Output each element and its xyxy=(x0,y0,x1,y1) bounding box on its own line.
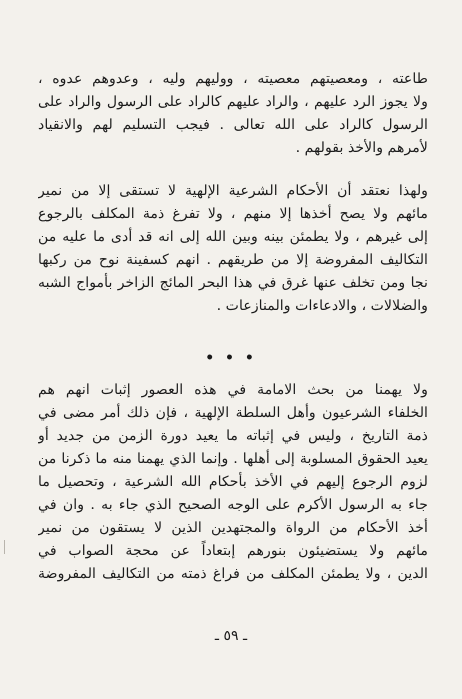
text-line: لأمرهم والأخذ بقولهم . xyxy=(295,140,428,156)
text-line: الدين ، ولا يطمئن المكلف من فراغ ذمته من التكاليف المفروضة xyxy=(38,566,428,582)
text-line: ولهذا نعتقد أن الأحكام الشرعية الإلهية لا تستقى إلا من نمير xyxy=(38,183,428,199)
text-line: ذمة التاريخ ، وليس في إثباته ما يعيد دورة الزمن من جديد أو xyxy=(38,428,428,444)
text-line: ولا يهمنا من بحث الامامة في هذه العصور إثبات انهم هم xyxy=(38,382,428,398)
text-line: مائهم ولا يستضيئون بنورهم إبتعاداً عن محجة الصواب في xyxy=(38,543,428,559)
text-line: أخذ الأحكام من الرواة والمجتهدين الذين لا يستقون من نمير xyxy=(38,520,428,536)
text-line: إلى غيرهم ، ولا يطمئن بينه وبين الله إلى انه قد أدى ما عليه من xyxy=(38,229,428,245)
text-line: الخلفاء الشرعيون وأهل السلطة الإلهية ، فإن ذلك أمر مضى في xyxy=(38,405,428,421)
text-line: ولا يجوز الرد عليهم ، والراد عليهم كالراد على الرسول والراد على xyxy=(38,94,428,110)
paragraph-1 xyxy=(38,68,428,160)
text-line: التكاليف المفروضة إلا من طريقهم . انهم كسفينة نوح من ركبها xyxy=(38,252,428,268)
text-line: يعيد الحقوق المسلوبة إلى أهلها . وإنما الذي يهمنا منه ما ذكرنا من xyxy=(38,451,428,467)
scan-edge-mark xyxy=(4,540,5,554)
paragraph-3 xyxy=(38,379,428,586)
text-line: طاعته ، ومعصيتهم معصيته ، ووليهم وليه ، وعدوهم عدوه ، xyxy=(38,71,428,87)
text-line: والضلالات ، والادعاءات والمنازعات . xyxy=(216,298,428,314)
page-number: ـ ٥٩ ـ xyxy=(214,628,248,644)
text-line: لزوم الرجوع إليهم في الأخذ بأحكام الله الشرعية ، وتحصيل ما xyxy=(38,474,428,490)
text-line: مائهم ولا يصح أخذها إلا منهم ، ولا تفرغ ذمة المكلف بالرجوع xyxy=(38,206,428,222)
section-divider: • • • xyxy=(205,350,257,366)
text-line: جاء به الرسول الأكرم على الوجه الصحيح الذي جاء به . وان في xyxy=(38,497,428,513)
text-line: نجا ومن تخلف عنها غرق في هذا البحر المائج الزاخر بأمواج الشبه xyxy=(38,275,428,291)
text-line: الرسول كالراد على الله تعالى . فيجب التسليم لهم والانقياد xyxy=(38,117,428,133)
paragraph-2 xyxy=(38,180,428,318)
